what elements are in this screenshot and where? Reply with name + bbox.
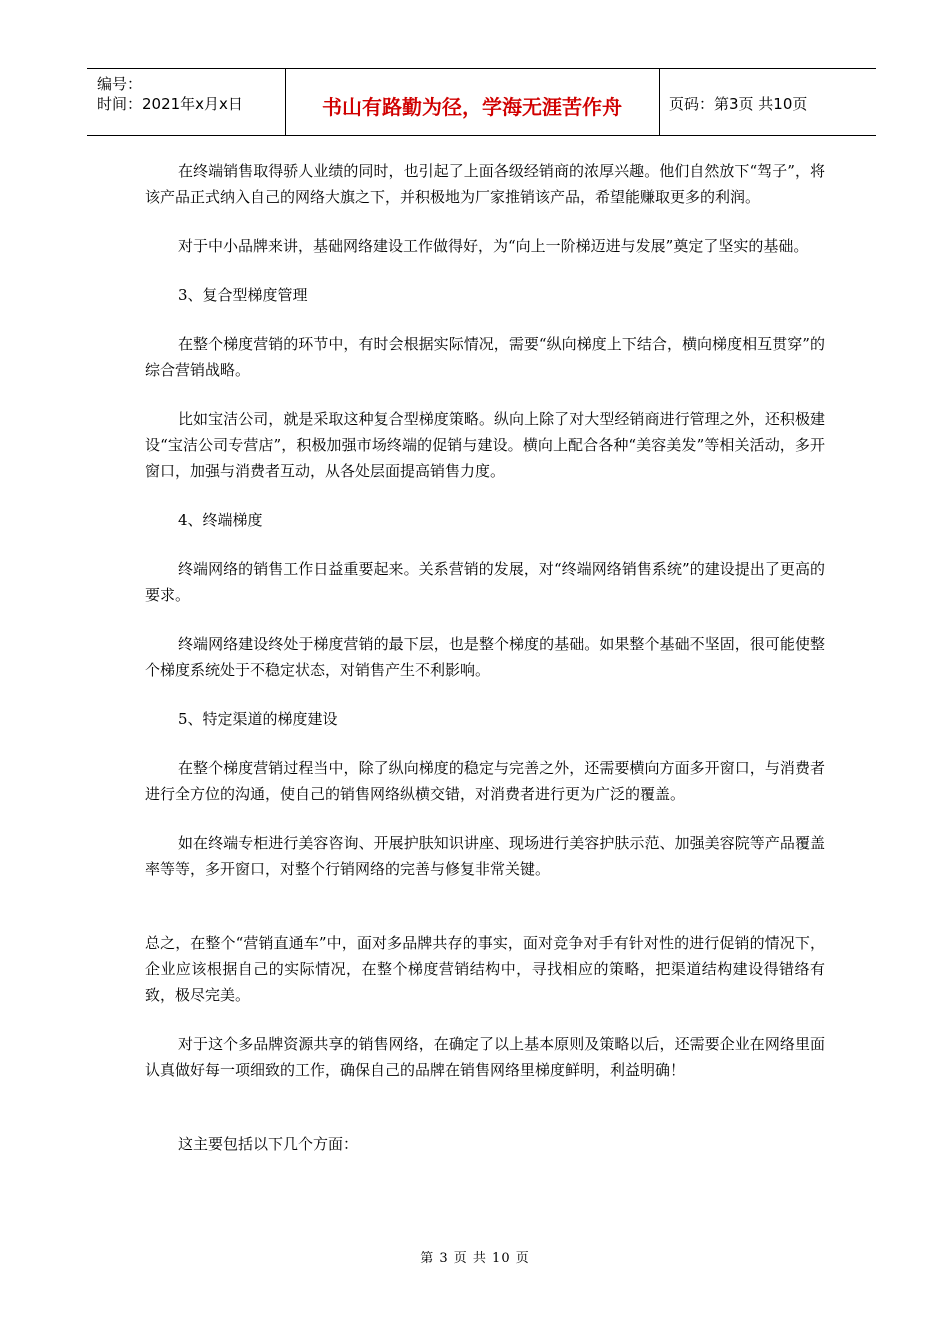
paragraph: 在终端销售取得骄人业绩的同时，也引起了上面各级经销商的浓厚兴趣。他们自然放下“驾子”，将该产品正式纳入自己的网络大旗之下，并积极地为厂家推销该产品，希望能赚取更多的利润。 — [145, 162, 825, 206]
paragraph: 在整个梯度营销的环节中，有时会根据实际情况，需要“纵向梯度上下结合，横向梯度相互贯穿”的综合营销战略。 — [145, 335, 825, 379]
paragraph: 总之，在整个“营销直通车”中，面对多品牌共存的事实，面对竞争对手有针对性的进行促销的情况下，企业应该根据自己的实际情况，在整个梯度营销结构中，寻找相应的策略，把渠道结构建设得错络有致，极尽完美。 — [145, 934, 825, 1004]
paragraph: 这主要包括以下几个方面： — [178, 1135, 359, 1153]
header-info-cell — [87, 69, 286, 135]
section-heading: 4、终端梯度 — [178, 511, 263, 529]
document-number-label: 编号： — [97, 75, 143, 93]
paragraph: 对于中小品牌来讲，基础网络建设工作做得好，为“向上一阶梯迈进与发展”奠定了坚实的基础。 — [178, 237, 809, 255]
document-time-label: 时间：2021年x月x日 — [97, 95, 243, 113]
paragraph: 在整个梯度营销过程当中，除了纵向梯度的稳定与完善之外，还需要横向方面多开窗口，与消费者进行全方位的沟通，使自己的销售网络纵横交错，对消费者进行更为广泛的覆盖。 — [145, 759, 825, 803]
header-motto: 书山有路勤为径，学海无涯苦作舟 — [322, 95, 622, 119]
section-heading: 5、特定渠道的梯度建设 — [178, 710, 338, 728]
paragraph: 如在终端专柜进行美容咨询、开展护肤知识讲座、现场进行美容护肤示范、加强美容院等产品覆盖率等等，多开窗口，对整个行销网络的完善与修复非常关键。 — [145, 834, 825, 878]
section-heading: 3、复合型梯度管理 — [178, 286, 308, 304]
paragraph: 对于这个多品牌资源共享的销售网络，在确定了以上基本原则及策略以后，还需要企业在网络里面认真做好每一项细致的工作，确保自己的品牌在销售网络里梯度鲜明，利益明确！ — [145, 1035, 825, 1079]
header-page-info: 页码：第3页 共10页 — [669, 95, 808, 113]
page-footer: 第 3 页 共 10 页 — [420, 1251, 530, 1266]
document-body — [145, 158, 825, 1157]
paragraph: 比如宝洁公司，就是采取这种复合型梯度策略。纵向上除了对大型经销商进行管理之外，还积极建设“宝洁公司专营店”，积极加强市场终端的促销与建设。横向上配合各种“美容美发”等相关活动，多开窗口，加强与消费者互动，从各处层面提高销售力度。 — [145, 410, 825, 480]
header-page-cell — [659, 69, 876, 135]
paragraph: 终端网络建设终处于梯度营销的最下层，也是整个梯度的基础。如果整个基础不坚固，很可能使整个梯度系统处于不稳定状态，对销售产生不利影响。 — [145, 635, 825, 679]
header-motto-cell — [285, 69, 660, 135]
document-header — [87, 68, 876, 136]
paragraph: 终端网络的销售工作日益重要起来。关系营销的发展，对“终端网络销售系统”的建设提出了更高的要求。 — [145, 560, 825, 604]
